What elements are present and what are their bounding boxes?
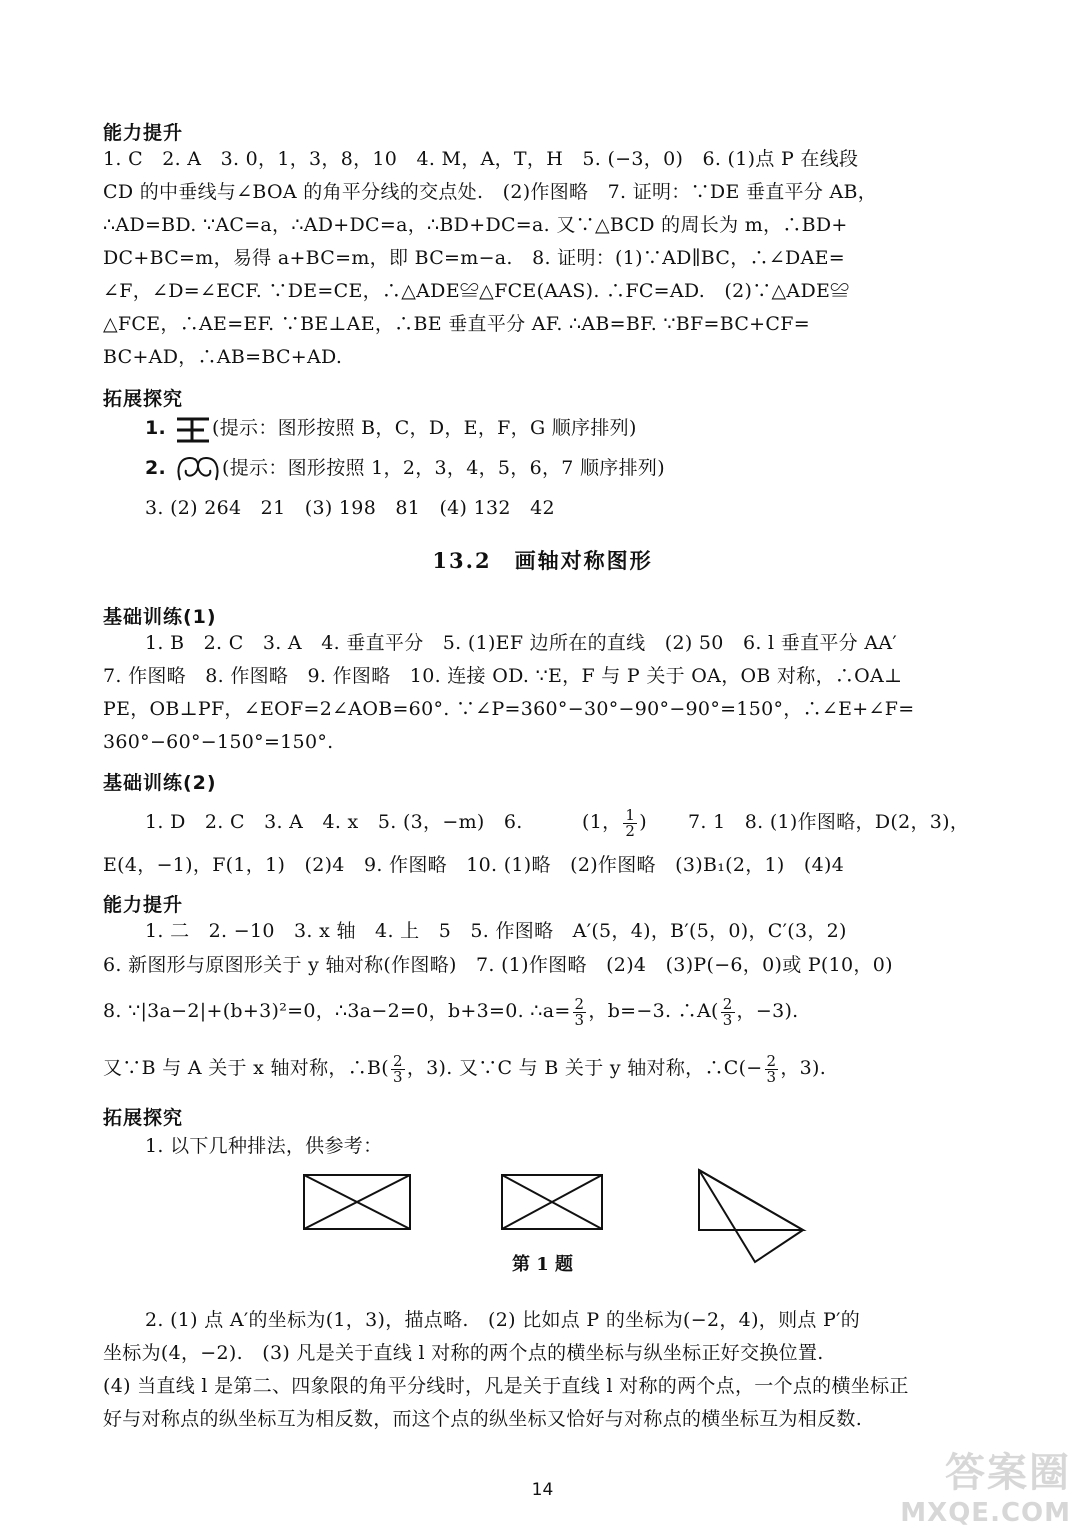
basic2-frac-post: )	[639, 811, 647, 833]
basic2-line-1b: 7. 1 8. (1)作图略，D(2，3)，	[688, 811, 970, 833]
expand1-hint-1: (提示：图形按照 B，C，D，E，F，G 顺序排列)	[212, 417, 637, 439]
q2-line-3: (4) 当直线 l 是第二、四象限的角平分线时，凡是关于直线 l 对称的两个点，一个点的横坐标正	[103, 1375, 909, 1397]
watermark-top: 答案圈	[945, 1450, 1071, 1496]
expand1-num-2: 2.	[145, 457, 167, 479]
q8-part-e: ，3). 又∵C 与 B 关于 y 轴对称，∴C(−	[406, 1057, 763, 1079]
arrangement-figure-2	[500, 1173, 606, 1231]
q8-frac-4-num: 2	[766, 1051, 777, 1070]
ability1-line-5: ∠F，∠D=∠ECF. ∵DE=CE，∴△ADE≌△FCE(AAS). ∴FC=AD. (2)∵△ADE≌	[103, 280, 850, 302]
watermark-bottom: MXQE.COM	[900, 1498, 1071, 1528]
ability2-q8-line-2	[103, 1052, 826, 1085]
basic1-line-4: 360°−60°−150°=150°.	[103, 731, 334, 753]
q8-frac-1	[573, 994, 587, 1029]
q8-frac-1-den: 3	[574, 1010, 585, 1029]
ability1-line-6: △FCE，∴AE=EF. ∵BE⊥AE，∴BE 垂直平分 AF. ∴AB=BF. ∵BF=BC+CF=	[103, 313, 810, 335]
ability2-line-1: 1. 二 2. −10 3. x 轴 4. 上 5 5. 作图略 A′(5，4)，B′(5，0)，C′(3，2)	[145, 920, 847, 942]
ability1-line-4: DC+BC=m，易得 a+BC=m，即 BC=m−a. 8. 证明：(1)∵AD∥BC，∴∠DAE=	[103, 247, 846, 269]
q2-line-2: 坐标为(4，−2). (3) 凡是关于直线 l 对称的两个点的横坐标与纵坐标正好交换位置.	[103, 1342, 824, 1364]
basic1-line-3: PE，OB⊥PF，∠EOF=2∠AOB=60°. ∵∠P=360°−30°−90°−90°=150°，∴∠E+∠F=	[103, 698, 915, 720]
q8-part-d: 又∵B 与 A 关于 x 轴对称，∴B(	[103, 1057, 389, 1079]
q8-frac-2	[721, 994, 735, 1029]
basic2-frac-num: 1	[625, 805, 636, 824]
symbol-curves-icon	[174, 454, 222, 484]
ability1-line-3: ∴AD=BD. ∵AC=a，∴AD+DC=a，∴BD+DC=a. 又∵△BCD 的周长为 m，∴BD+	[103, 214, 848, 236]
symbol-figure-icon	[174, 416, 212, 444]
basic2-frac-pre: (1，	[582, 811, 622, 833]
q8-frac-3	[391, 1051, 405, 1086]
watermark-logo	[900, 1441, 1071, 1528]
ability1-line-2: CD 的中垂线与∠BOA 的角平分线的交点处. (2)作图略 7. 证明：∵DE 垂直平分 AB，	[103, 181, 878, 203]
expand1-line-3: 3. (2) 264 21 (3) 198 81 (4) 132 42	[145, 497, 555, 519]
q2-line-1: 2. (1) 点 A′的坐标为(1，3)，描点略. (2) 比如点 P 的坐标为(−2，4)，则点 P′的	[145, 1309, 861, 1331]
ability1-line-1: 1. C 2. A 3. 0，1，3，8，10 4. M，A，T，H 5. (−3，0) 6. (1)点 P 在线段	[103, 148, 859, 170]
heading-expand-2: 拓展探究	[103, 1107, 184, 1129]
heading-basic-2: 基础训练(2)	[103, 772, 217, 794]
expand1-num-1: 1.	[145, 417, 167, 439]
ability2-line-2: 6. 新图形与原图形关于 y 轴对称(作图略) 7. (1)作图略 (2)4 (3)P(−6，0)或 P(10，0)	[103, 954, 893, 976]
ability2-q8-line-1	[103, 995, 799, 1028]
figure-caption: 第 1 题	[511, 1254, 574, 1275]
q8-part-b: ，b=−3. ∴A(	[588, 1000, 719, 1022]
heading-ability-1: 能力提升	[103, 122, 184, 144]
heading-expand-1: 拓展探究	[103, 388, 184, 410]
q8-part-a: 8. ∵|3a−2|+(b+3)²=0，∴3a−2=0，b+3=0. ∴a=	[103, 1000, 571, 1022]
basic2-line-1a: 1. D 2. C 3. A 4. x 5. (3，−m) 6.	[145, 811, 523, 833]
basic2-fraction	[623, 805, 637, 840]
expand1-hint-2: (提示：图形按照 1，2，3，4，5，6，7 顺序排列)	[222, 457, 665, 479]
expand2-line-1: 1. 以下几种排法，供参考：	[145, 1135, 383, 1157]
arrangement-figure-1	[302, 1173, 414, 1231]
basic2-frac-answer	[582, 806, 647, 839]
section-title: 13.2 画轴对称图形	[432, 548, 653, 573]
q8-part-f: ，3).	[780, 1057, 827, 1079]
basic1-line-2: 7. 作图略 8. 作图略 9. 作图略 10. 连接 OD. ∵E，F 与 P 关于 OA，OB 对称，∴OA⊥	[103, 665, 903, 687]
ability1-line-7: BC+AD，∴AB=BC+AD.	[103, 346, 343, 368]
q8-frac-2-den: 3	[722, 1010, 733, 1029]
q8-frac-4-den: 3	[766, 1067, 777, 1086]
q2-line-4: 好与对称点的纵坐标互为相反数，而这个点的纵坐标又恰好与对称点的横坐标互为相反数.	[103, 1408, 863, 1430]
basic2-line-2: E(4，−1)，F(1，1) (2)4 9. 作图略 10. (1)略 (2)作图略 (3)B₁(2，1) (4)4	[103, 854, 845, 876]
q8-frac-1-num: 2	[574, 994, 585, 1013]
q8-frac-2-num: 2	[722, 994, 733, 1013]
heading-basic-1: 基础训练(1)	[103, 606, 217, 628]
heading-ability-2: 能力提升	[103, 894, 184, 916]
basic1-line-1: 1. B 2. C 3. A 4. 垂直平分 5. (1)EF 边所在的直线 (2) 50 6. l 垂直平分 AA′	[145, 632, 897, 654]
q8-frac-3-den: 3	[392, 1067, 403, 1086]
q8-frac-3-num: 2	[392, 1051, 403, 1070]
q8-part-c: ，−3).	[736, 1000, 799, 1022]
basic2-frac-den: 2	[625, 821, 636, 840]
q8-frac-4	[765, 1051, 779, 1086]
page-number: 14	[531, 1480, 554, 1500]
